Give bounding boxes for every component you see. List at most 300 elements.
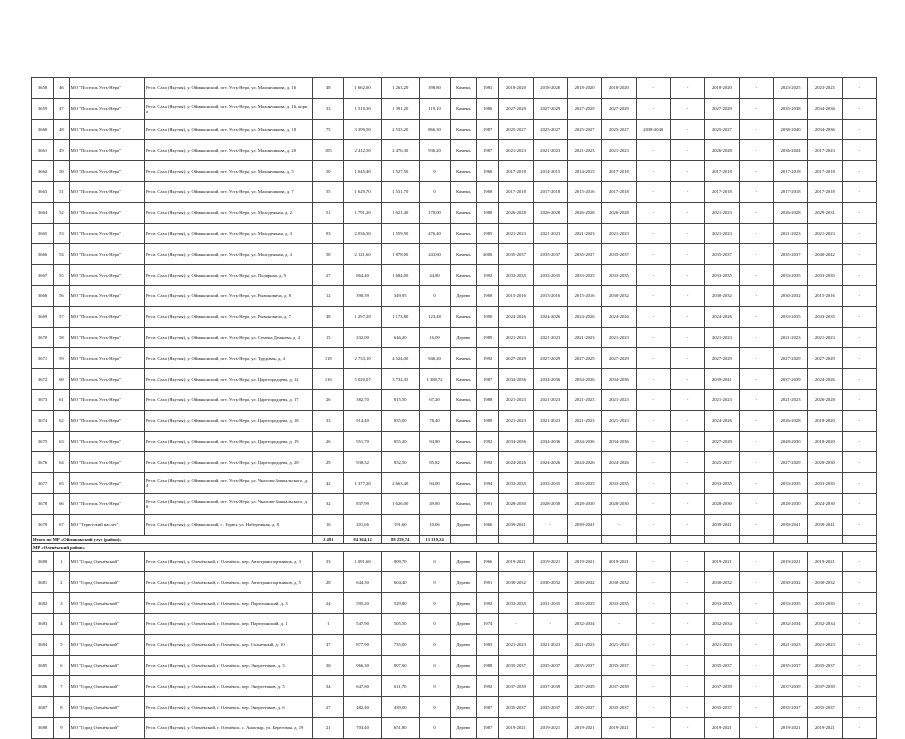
cell-period: 2037-2039 (499, 676, 533, 697)
cell-apartments: 32 (313, 493, 344, 514)
cell-period: 2033-2035 (808, 593, 842, 614)
cell-nonliving-area: 476,40 (419, 223, 450, 244)
cell-nonliving-area: 1 388,72 (419, 369, 450, 390)
table-row (32, 697, 877, 718)
cell-living-area: 1 626,00 (381, 493, 419, 514)
cell-period: - (739, 78, 773, 99)
cell-address: Респ. Саха (Якутия), у. Оленёкский, г. Оленёкск, пер. Солнечный, д. 10 (144, 634, 312, 655)
cell-period: 2019-2021 (567, 717, 601, 738)
cell-period: - (739, 285, 773, 306)
cell-living-area: 3 732,45 (381, 369, 419, 390)
cell-municipality: МО "Поселок Усть-Нера" (69, 223, 144, 244)
cell-period: 2021-2023 (567, 389, 601, 410)
cell-period: 2034-2036 (567, 369, 601, 390)
cell-period: 2026-2028 (533, 202, 567, 223)
cell-row-number: 3680 (32, 551, 54, 572)
cell-period: - (842, 223, 876, 244)
cell-living-area: 646,20 (381, 327, 419, 348)
cell-apartments: 27 (313, 697, 344, 718)
cell-period: 2034-2036 (533, 369, 567, 390)
table-row (32, 473, 877, 494)
cell-apartments: 29 (313, 452, 344, 473)
cell-nonliving-area: 119,10 (419, 98, 450, 119)
cell-living-area: 439,00 (381, 697, 419, 718)
cell-period: 2035-2037 (533, 655, 567, 676)
cell-total-area: 1 091,60 (344, 551, 382, 572)
cell-municipality: МО "Поселок Усть-Нера" (69, 493, 144, 514)
table-row (32, 306, 877, 327)
cell-period: 2030-2032 (773, 285, 807, 306)
cell-item-number: 4 (54, 613, 70, 634)
cell-period: 2019-2021 (808, 551, 842, 572)
cell-living-area: 1 559,90 (381, 223, 419, 244)
cell-wall-material: Камень (450, 140, 477, 161)
cell-period: 2021-2023 (567, 410, 601, 431)
cell-period: - (842, 676, 876, 697)
cell-period: - (636, 551, 670, 572)
cell-period: 2015-2016 (567, 285, 601, 306)
cell-period: 2019-2021 (499, 717, 533, 738)
cell-period: 2024-2026 (705, 306, 739, 327)
cell-period: 2015-2016 (567, 181, 601, 202)
cell-period: 2033-2035 (773, 306, 807, 327)
cell-period: 2035-2037 (808, 697, 842, 718)
cell-row-number: 3681 (32, 572, 54, 593)
cell-period: 2033-2035 (808, 473, 842, 494)
cell-period: 2019-2021 (533, 551, 567, 572)
cell-period: 2027-2029 (499, 98, 533, 119)
cell-period: 2027-2029 (705, 98, 739, 119)
cell-period: - (636, 285, 670, 306)
cell-municipality: МО "Поселок Усть-Нера" (69, 119, 144, 140)
cell-period: 2030-2032 (602, 572, 636, 593)
housing-program-sheet (31, 77, 877, 739)
cell-period: 2030-2032 (499, 572, 533, 593)
cell-period: 2018-2020 (808, 410, 842, 431)
cell-period: 2035-2037 (567, 655, 601, 676)
cell-apartments: 26 (313, 389, 344, 410)
cell-period: - (636, 593, 670, 614)
cell-row-number: 3670 (32, 327, 54, 348)
cell-build-year: 1986 (477, 98, 499, 119)
cell-item-number: 2 (54, 572, 70, 593)
cell-period: - (842, 265, 876, 286)
cell-period: 2027-2029 (567, 98, 601, 119)
table-row (32, 572, 877, 593)
cell-period: 2035-2037 (705, 655, 739, 676)
cell-period: 2028-2030 (602, 493, 636, 514)
cell-apartments: 15 (313, 327, 344, 348)
cell-nonliving-area: 0 (419, 717, 450, 738)
cell-period: 2021-2023 (567, 634, 601, 655)
cell-living-area: 4 524,00 (381, 348, 419, 369)
cell-municipality: МО "Поселок Усть-Нера" (69, 98, 144, 119)
cell-nonliving-area: 10,06 (419, 514, 450, 535)
cell-period: 2033-2035 (499, 265, 533, 286)
cell-period: 2028-2030 (705, 493, 739, 514)
cell-item-number: 63 (54, 431, 70, 452)
cell-wall-material: Дерево (450, 676, 477, 697)
cell-period: - (636, 369, 670, 390)
cell-period: 2039-2041 (567, 514, 601, 535)
cell-address: Респ. Саха (Якутия), у. Оймяконский, пгт. Усть-Нера, ул. Царегородцева, д. 18 (144, 410, 312, 431)
cell-period: 2033-2035 (705, 593, 739, 614)
cell-period: - (842, 514, 876, 535)
cell-period: - (739, 265, 773, 286)
cell-period: 2027-2029 (705, 348, 739, 369)
cell-build-year: 1992 (477, 452, 499, 473)
cell-period: 2033-2035 (808, 306, 842, 327)
cell-apartments: 21 (313, 717, 344, 738)
cell-period: 2037-2039 (808, 676, 842, 697)
cell-row-number: 3665 (32, 223, 54, 244)
cell-wall-material: Камень (450, 389, 477, 410)
table-row (32, 593, 877, 614)
cell-living-area: 1 527,50 (381, 161, 419, 182)
cell-apartments: 33 (313, 551, 344, 572)
cell-total-area: 1 791,20 (344, 202, 382, 223)
cell-period: 2028-2030 (773, 493, 807, 514)
cell-municipality: МО "Поселок Усть-Нера" (69, 389, 144, 410)
cell-wall-material: Дерево (450, 514, 477, 535)
cell-wall-material: Камень (450, 493, 477, 514)
cell-total-area: 2 412,50 (344, 140, 382, 161)
cell-nonliving-area: 866,30 (419, 119, 450, 140)
cell-period: 2021-2023 (533, 223, 567, 244)
cell-nonliving-area: 243,60 (419, 244, 450, 265)
cell-period: - (636, 181, 670, 202)
table-row (32, 265, 877, 286)
cell-period: 2039-2041 (705, 369, 739, 390)
cell-period: - (636, 244, 670, 265)
cell-total-area: 703,40 (344, 717, 382, 738)
cell-build-year: 1987 (477, 717, 499, 738)
cell-period: 2030-2032 (705, 572, 739, 593)
cell-build-year: 1987 (477, 119, 499, 140)
cell-build-year: 1987 (477, 140, 499, 161)
cell-period: - (636, 514, 670, 535)
summary-row (32, 535, 877, 543)
cell-period: - (670, 613, 704, 634)
cell-period: 2035-2037 (602, 697, 636, 718)
cell-row-number: 3671 (32, 348, 54, 369)
cell-period: 2014-2015 (567, 161, 601, 182)
cell-period: - (842, 473, 876, 494)
cell-living-area: 651,80 (381, 717, 419, 738)
cell-wall-material: Камень (450, 119, 477, 140)
cell-build-year: 1990 (477, 306, 499, 327)
cell-municipality: МО "Поселок Усть-Нера" (69, 181, 144, 202)
cell-nonliving-area: 0 (419, 655, 450, 676)
cell-row-number: 3666 (32, 244, 54, 265)
cell-period: 2017-2018 (499, 161, 533, 182)
cell-item-number: 59 (54, 348, 70, 369)
cell-item-number: 60 (54, 369, 70, 390)
cell-period: 2026-2028 (602, 202, 636, 223)
cell-period: 2026-2028 (705, 140, 739, 161)
cell-period: 2035-2038 (773, 98, 807, 119)
cell-nonliving-area: 0 (419, 181, 450, 202)
cell-period: - (739, 223, 773, 244)
cell-address: Респ. Саха (Якутия), у. Оленёкский, г. Оленёкск, пер. Энергетиков, д. 6 (144, 697, 312, 718)
cell-period: 2035-2037 (705, 697, 739, 718)
cell-period: 2021-2023 (567, 140, 601, 161)
cell-period: 2030-2032 (602, 285, 636, 306)
cell-total-area: 1 510,30 (344, 98, 382, 119)
cell-period: - (739, 676, 773, 697)
cell-period: 2017-2018 (602, 181, 636, 202)
cell-period: - (739, 181, 773, 202)
cell-period: - (739, 613, 773, 634)
cell-period: 2021-2023 (499, 140, 533, 161)
cell-build-year: 1987 (477, 697, 499, 718)
cell-period: - (670, 655, 704, 676)
cell-living-area: 1 878,00 (381, 244, 419, 265)
cell-address: Респ. Саха (Якутия), у. Оймяконский, пгт. Усть-Нера, ул. Чкалова-Зашкальского, д. 6 (144, 493, 312, 514)
cell-period: - (842, 697, 876, 718)
cell-period: - (670, 119, 704, 140)
cell-period: 2017-2018 (773, 181, 807, 202)
cell-address: Респ. Саха (Якутия), у. Оймяконский, пгт. Усть-Нера, ул. Семена Дежнева, д. 4 (144, 327, 312, 348)
summary-empty-cell (602, 535, 636, 543)
cell-total-area: 864,40 (344, 265, 382, 286)
cell-period: - (533, 514, 567, 535)
cell-nonliving-area: 44,80 (419, 265, 450, 286)
cell-address: Респ. Саха (Якутия), у. Оймяконский, пгт. Усть-Нера, ул. Трудовая, д. 4 (144, 348, 312, 369)
table-row (32, 202, 877, 223)
cell-period: - (670, 306, 704, 327)
cell-row-number: 3679 (32, 514, 54, 535)
cell-municipality: МО "Поселок Усть-Нера" (69, 140, 144, 161)
cell-period: - (739, 493, 773, 514)
cell-period: - (670, 572, 704, 593)
cell-period: 2033-2035 (567, 473, 601, 494)
cell-period: - (636, 572, 670, 593)
cell-total-area: 3 399,50 (344, 119, 382, 140)
cell-period: 2034-2036 (602, 369, 636, 390)
cell-nonliving-area: 0 (419, 593, 450, 614)
cell-period: - (602, 613, 636, 634)
cell-build-year: 1989 (477, 410, 499, 431)
cell-living-area: 835,00 (381, 410, 419, 431)
cell-period: 2024-2030 (808, 493, 842, 514)
cell-row-number: 3661 (32, 140, 54, 161)
cell-period: 2035-2037 (773, 655, 807, 676)
cell-row-number: 3685 (32, 655, 54, 676)
cell-living-area: 907,60 (381, 655, 419, 676)
cell-period: 2017-2018 (705, 181, 739, 202)
cell-period: 2026-2028 (773, 202, 807, 223)
cell-period: 2017-2018 (808, 181, 842, 202)
cell-period: 2019-2021 (602, 717, 636, 738)
cell-address: Респ. Саха (Якутия), у. Оймяконский, пгт. Усть-Нера, ул. Малинчикова, д. 20 (144, 140, 312, 161)
cell-period: 2024-2026 (602, 452, 636, 473)
cell-build-year: 1983 (477, 78, 499, 99)
cell-period: 2027-2029 (705, 431, 739, 452)
cell-nonliving-area: 0 (419, 285, 450, 306)
cell-period: 2021-2023 (705, 389, 739, 410)
cell-item-number: 53 (54, 223, 70, 244)
cell-total-area: 2 036,30 (344, 223, 382, 244)
table-row (32, 493, 877, 514)
cell-row-number: 3669 (32, 306, 54, 327)
cell-period: 2033-2035 (533, 473, 567, 494)
cell-item-number: 56 (54, 285, 70, 306)
cell-living-area: 1 263,20 (381, 78, 419, 99)
cell-period: 2021-2023 (499, 634, 533, 655)
table-row (32, 98, 877, 119)
cell-period: 2017-2018 (705, 161, 739, 182)
cell-period: 2035-2037 (533, 244, 567, 265)
table-row (32, 181, 877, 202)
cell-address: Респ. Саха (Якутия), у. Оймяконский, пгт. Усть-Нера, ул. Малинчикова, д. 16 (144, 78, 312, 99)
cell-period: 2027-2029 (499, 348, 533, 369)
cell-build-year: 1991 (477, 493, 499, 514)
cell-item-number: 9 (54, 717, 70, 738)
cell-address: Респ. Саха (Якутия), у. Оймяконский, пгт. Усть-Нера, ул. Малинчикова, д. 7 (144, 181, 312, 202)
cell-period: 2021-2023 (533, 327, 567, 348)
cell-address: Респ. Саха (Якутия), у. Оймяконский, пгт. Усть-Нера, ул. Малинчикова, д. 5 (144, 161, 312, 182)
cell-wall-material: Дерево (450, 572, 477, 593)
cell-nonliving-area: 78,40 (419, 410, 450, 431)
table-row (32, 389, 877, 410)
cell-total-area: 644,30 (344, 572, 382, 593)
cell-period: - (670, 697, 704, 718)
cell-living-area: 1 391,20 (381, 98, 419, 119)
cell-row-number: 3658 (32, 78, 54, 99)
cell-period: - (670, 389, 704, 410)
cell-period: 2037-2039 (602, 676, 636, 697)
summary-empty-cell (705, 535, 739, 543)
cell-apartments: 42 (313, 473, 344, 494)
cell-total-area: 1 645,40 (344, 161, 382, 182)
cell-item-number: 54 (54, 244, 70, 265)
cell-address: Респ. Саха (Якутия), у. Оленёкский, г. Оленёкск, пер. Автотранспортников, д. 5 (144, 572, 312, 593)
cell-period: 2028-2030 (567, 493, 601, 514)
cell-period: - (739, 140, 773, 161)
cell-period: - (670, 551, 704, 572)
cell-period: 2033-2035 (773, 473, 807, 494)
cell-period: 2018-2020 (499, 78, 533, 99)
cell-address: Респ. Саха (Якутия), у. Оймяконский, с. Терют, ул. Набережная, д. 8 (144, 514, 312, 535)
cell-period: - (739, 410, 773, 431)
cell-item-number: 46 (54, 78, 70, 99)
cell-period: - (636, 613, 670, 634)
cell-nonliving-area: 0 (419, 634, 450, 655)
cell-living-area: 529,80 (381, 593, 419, 614)
cell-wall-material: Камень (450, 431, 477, 452)
cell-period: - (670, 593, 704, 614)
cell-period: 2025-2027 (499, 119, 533, 140)
cell-nonliving-area: 0 (419, 161, 450, 182)
cell-living-area: 191,60 (381, 514, 419, 535)
cell-item-number: 1 (54, 551, 70, 572)
cell-item-number: 64 (54, 452, 70, 473)
cell-municipality: МО "Город Оленёкский" (69, 572, 144, 593)
cell-period: - (842, 717, 876, 738)
cell-total-area: 595,20 (344, 593, 382, 614)
cell-wall-material: Дерево (450, 655, 477, 676)
cell-period: - (670, 223, 704, 244)
cell-period: - (842, 452, 876, 473)
cell-period: 2033-2035 (499, 593, 533, 614)
cell-period: 2034-2036 (808, 98, 842, 119)
cell-period: 2032-2034 (808, 613, 842, 634)
cell-row-number: 3668 (32, 285, 54, 306)
cell-period: - (842, 655, 876, 676)
cell-period: - (739, 452, 773, 473)
cell-period: - (636, 431, 670, 452)
summary-empty-cell (670, 535, 704, 543)
cell-period: 2039-2041 (773, 514, 807, 535)
cell-address: Респ. Саха (Якутия), у. Оленёкский, г. Оленёкск, пер. Автотранспортников, д. 3 (144, 551, 312, 572)
cell-period: 2019-2021 (602, 551, 636, 572)
summary-empty-cell (499, 535, 533, 543)
cell-address: Респ. Саха (Якутия), у. Оймяконский, пгт. Усть-Нера, ул. Рывоновича, д. 7 (144, 306, 312, 327)
cell-period: 2026-2028 (567, 202, 601, 223)
cell-period: - (842, 181, 876, 202)
cell-build-year: 1992 (477, 676, 499, 697)
cell-build-year: 1988 (477, 202, 499, 223)
cell-period: - (636, 327, 670, 348)
cell-period: - (842, 119, 876, 140)
cell-apartments: 118 (313, 348, 344, 369)
cell-living-area: 349,95 (381, 285, 419, 306)
table-row (32, 431, 877, 452)
cell-period: 2021-2023 (499, 223, 533, 244)
cell-period: 2027-2029 (602, 98, 636, 119)
cell-period: 2021-2023 (602, 634, 636, 655)
cell-period: 2037-2039 (567, 676, 601, 697)
cell-wall-material: Камень (450, 265, 477, 286)
cell-period: 2027-2029 (773, 452, 807, 473)
cell-item-number: 61 (54, 389, 70, 410)
cell-total-area: 914,40 (344, 410, 382, 431)
cell-period: - (670, 98, 704, 119)
cell-period: 2035-2037 (567, 244, 601, 265)
cell-row-number: 3677 (32, 473, 54, 494)
cell-apartments: 33 (313, 98, 344, 119)
cell-build-year: 1985 (477, 223, 499, 244)
cell-period: 2021-2023 (773, 389, 807, 410)
cell-period: 2032-2034 (705, 613, 739, 634)
cell-period: 2018-2020 (533, 78, 567, 99)
cell-period: 2030-2032 (533, 572, 567, 593)
cell-period: - (739, 551, 773, 572)
table-row (32, 223, 877, 244)
cell-address: Респ. Саха (Якутия), у. Оймяконский, пгт. Усть-Нера, ул. Малинчикова, д. 16, корп. а (144, 98, 312, 119)
cell-living-area: 1 531,70 (381, 181, 419, 202)
cell-period: - (842, 78, 876, 99)
cell-period: - (636, 697, 670, 718)
cell-period: 2021-2023 (602, 327, 636, 348)
cell-row-number: 3686 (32, 676, 54, 697)
summary-empty-cell (636, 535, 670, 543)
cell-wall-material: Дерево (450, 551, 477, 572)
cell-municipality: МО "Город Оленёкский" (69, 655, 144, 676)
cell-wall-material: Камень (450, 473, 477, 494)
cell-period: - (739, 697, 773, 718)
cell-period: 2019-2021 (705, 717, 739, 738)
cell-row-number: 3676 (32, 452, 54, 473)
cell-period: - (739, 202, 773, 223)
cell-period: 2019-2021 (533, 717, 567, 738)
cell-total-area: 201,66 (344, 514, 382, 535)
summary-empty-cell (842, 535, 876, 543)
table-row (32, 514, 877, 535)
cell-period: - (670, 452, 704, 473)
cell-address: Респ. Саха (Якутия), у. Оймяконский, пгт. Усть-Нера, ул. Полярная, д. 9 (144, 265, 312, 286)
